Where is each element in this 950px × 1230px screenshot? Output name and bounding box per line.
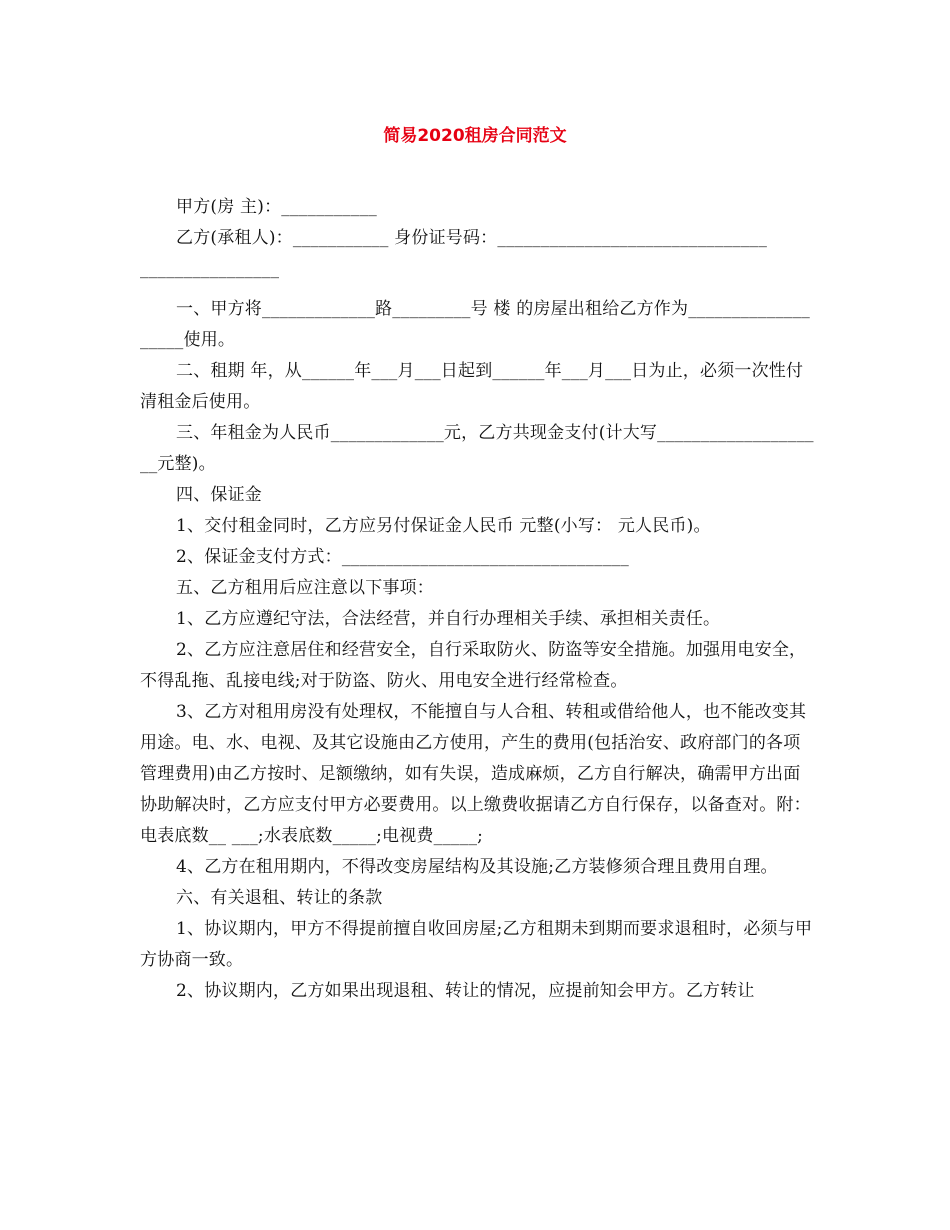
clause-3-rent: 三、年租金为人民币_____________元，乙方共现金支付(计大写____________________元整)。 bbox=[140, 423, 814, 474]
clause-5-item-4: 4、乙方在租用期内，不得改变房屋结构及其设施;乙方装修须合理且费用自理。 bbox=[176, 857, 778, 877]
clause-5-item-3: 3、乙方对租用房没有处理权，不能擅自与人合租、转租或借给他人，也不能改变其用途。电、水、电视、及其它设施由乙方使用，产生的费用(包括治安、政府部门的各项管理费用)由乙方按时、足额缴纳，如有失误，造成麻烦，乙方自行解决，确需甲方出面协助解决时，乙方应支付甲方必要费用。以上缴费收据请乙方自行保存，以备查对。附：电表底数__ ___;水表底数_____;电视费_____; bbox=[140, 702, 811, 846]
clause-6-item-2: 2、协议期内，乙方如果出现退租、转让的情况，应提前知会甲方。乙方转让 bbox=[176, 981, 755, 1001]
document-title: 简易2020租房合同范文 bbox=[383, 126, 567, 146]
clause-5-item-1: 1、乙方应遵纪守法，合法经营，并自行办理相关手续、承担相关责任。 bbox=[176, 609, 721, 629]
clause-5-heading: 五、乙方租用后应注意以下事项： bbox=[176, 578, 434, 598]
party-a-line: 甲方(房 主)：___________ bbox=[176, 197, 377, 217]
id-number-continuation: ________________ bbox=[140, 259, 280, 279]
clause-6-heading: 六、有关退租、转让的条款 bbox=[176, 888, 383, 908]
clause-4-item-1: 1、交付租金同时，乙方应另付保证金人民币 元整(小写： 元人民币)。 bbox=[176, 516, 711, 536]
clause-4-item-2: 2、保证金支付方式：_________________________________ bbox=[176, 547, 629, 567]
party-b-line: 乙方(承租人)：___________ 身份证号码：_______________________________ bbox=[176, 228, 768, 248]
clause-1-premises: 一、甲方将_____________路_________号 楼 的房屋出租给乙方作为___________________使用。 bbox=[140, 299, 811, 350]
clause-4-heading: 四、保证金 bbox=[176, 485, 262, 505]
section-gap bbox=[140, 285, 816, 294]
clause-6-item-1: 1、协议期内，甲方不得提前擅自收回房屋;乙方租期未到期而要求退租时，必须与甲方协商一致。 bbox=[140, 919, 813, 970]
clause-5-item-2: 2、乙方应注意居住和经营安全，自行采取防火、防盗等安全措施。加强用电安全，不得乱拖、乱接电线;对于防盗、防火、用电安全进行经常检查。 bbox=[140, 640, 807, 691]
clause-2-term: 二、租期 年，从______年___月___日起到______年___月___日为止，必须一次性付清租金后使用。 bbox=[140, 361, 804, 412]
document-body bbox=[140, 192, 816, 1007]
